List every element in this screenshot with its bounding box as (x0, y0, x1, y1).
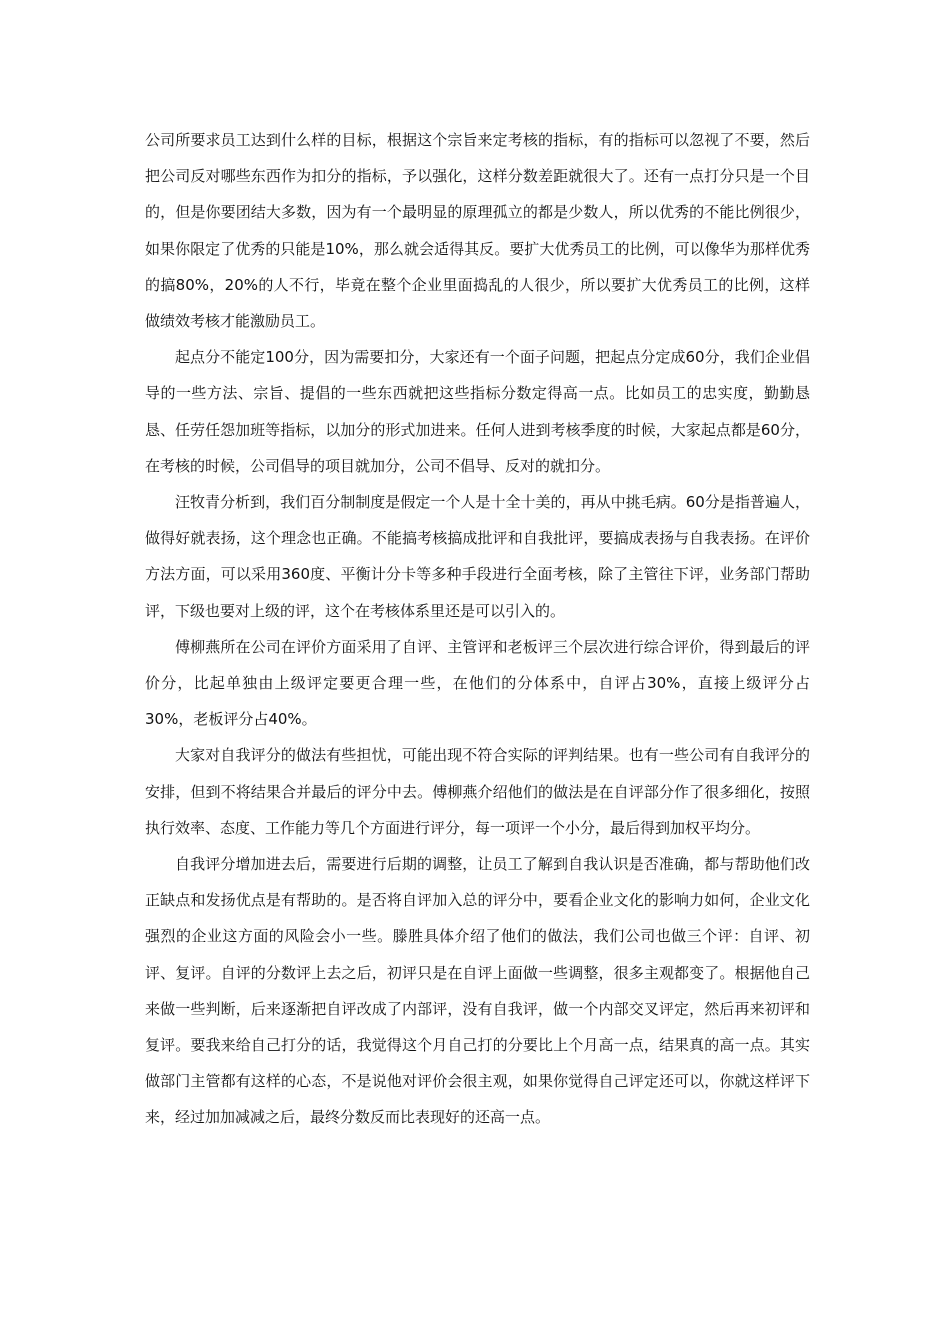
paragraph-1: 公司所要求员工达到什么样的目标，根据这个宗旨来定考核的指标，有的指标可以忽视了不要，然后把公司反对哪些东西作为扣分的指标，予以强化，这样分数差距就很大了。还有一点打分只是一个目的，但是你要团结大多数，因为有一个最明显的原理孤立的都是少数人，所以优秀的不能比例很少，如果你限定了优秀的只能是10%，那么就会适得其反。要扩大优秀员工的比例，可以像华为那样优秀的搞80%，20%的人不行，毕竟在整个企业里面捣乱的人很少，所以要扩大优秀员工的比例，这样做绩效考核才能激励员工。 (145, 131, 810, 331)
paragraph-2: 起点分不能定100分，因为需要扣分，大家还有一个面子问题，把起点分定成60分，我们企业倡导的一些方法、宗旨、提倡的一些东西就把这些指标分数定得高一点。比如员工的忠实度，勤勤恳恳、任劳任怨加班等指标，以加分的形式加进来。任何人进到考核季度的时候，大家起点都是60分，在考核的时候，公司倡导的项目就加分，公司不倡导、反对的就扣分。 (145, 348, 810, 475)
paragraph-5: 大家对自我评分的做法有些担忧，可能出现不符合实际的评判结果。也有一些公司有自我评分的安排，但到不将结果合并最后的评分中去。傅柳燕介绍他们的做法是在自评部分作了很多细化，按照执行效率、态度、工作能力等几个方面进行评分，每一项评一个小分，最后得到加权平均分。 (145, 746, 810, 837)
document-body (145, 122, 810, 1136)
paragraph-3: 汪牧青分析到，我们百分制制度是假定一个人是十全十美的，再从中挑毛病。60分是指普遍人，做得好就表扬，这个理念也正确。不能搞考核搞成批评和自我批评，要搞成表扬与自我表扬。在评价方法方面，可以采用360度、平衡计分卡等多种手段进行全面考核，除了主管往下评，业务部门帮助评，下级也要对上级的评，这个在考核体系里还是可以引入的。 (145, 493, 810, 620)
paragraph-6: 自我评分增加进去后，需要进行后期的调整，让员工了解到自我认识是否准确，都与帮助他们改正缺点和发扬优点是有帮助的。是否将自评加入总的评分中，要看企业文化的影响力如何，企业文化强烈的企业这方面的风险会小一些。滕胜具体介绍了他们的做法，我们公司也做三个评：自评、初评、复评。自评的分数评上去之后，初评只是在自评上面做一些调整，很多主观都变了。根据他自己来做一些判断，后来逐渐把自评改成了内部评，没有自我评，做一个内部交叉评定，然后再来初评和复评。要我来给自己打分的话，我觉得这个月自己打的分要比上个月高一点，结果真的高一点。其实做部门主管都有这样的心态，不是说他对评价会很主观，如果你觉得自己评定还可以，你就这样评下来，经过加加减减之后，最终分数反而比表现好的还高一点。 (145, 855, 810, 1127)
paragraph-4: 傅柳燕所在公司在评价方面采用了自评、主管评和老板评三个层次进行综合评价，得到最后的评价分，比起单独由上级评定要更合理一些，在他们的分体系中，自评占30%，直接上级评分占30%，老板评分占40%。 (145, 637, 810, 729)
